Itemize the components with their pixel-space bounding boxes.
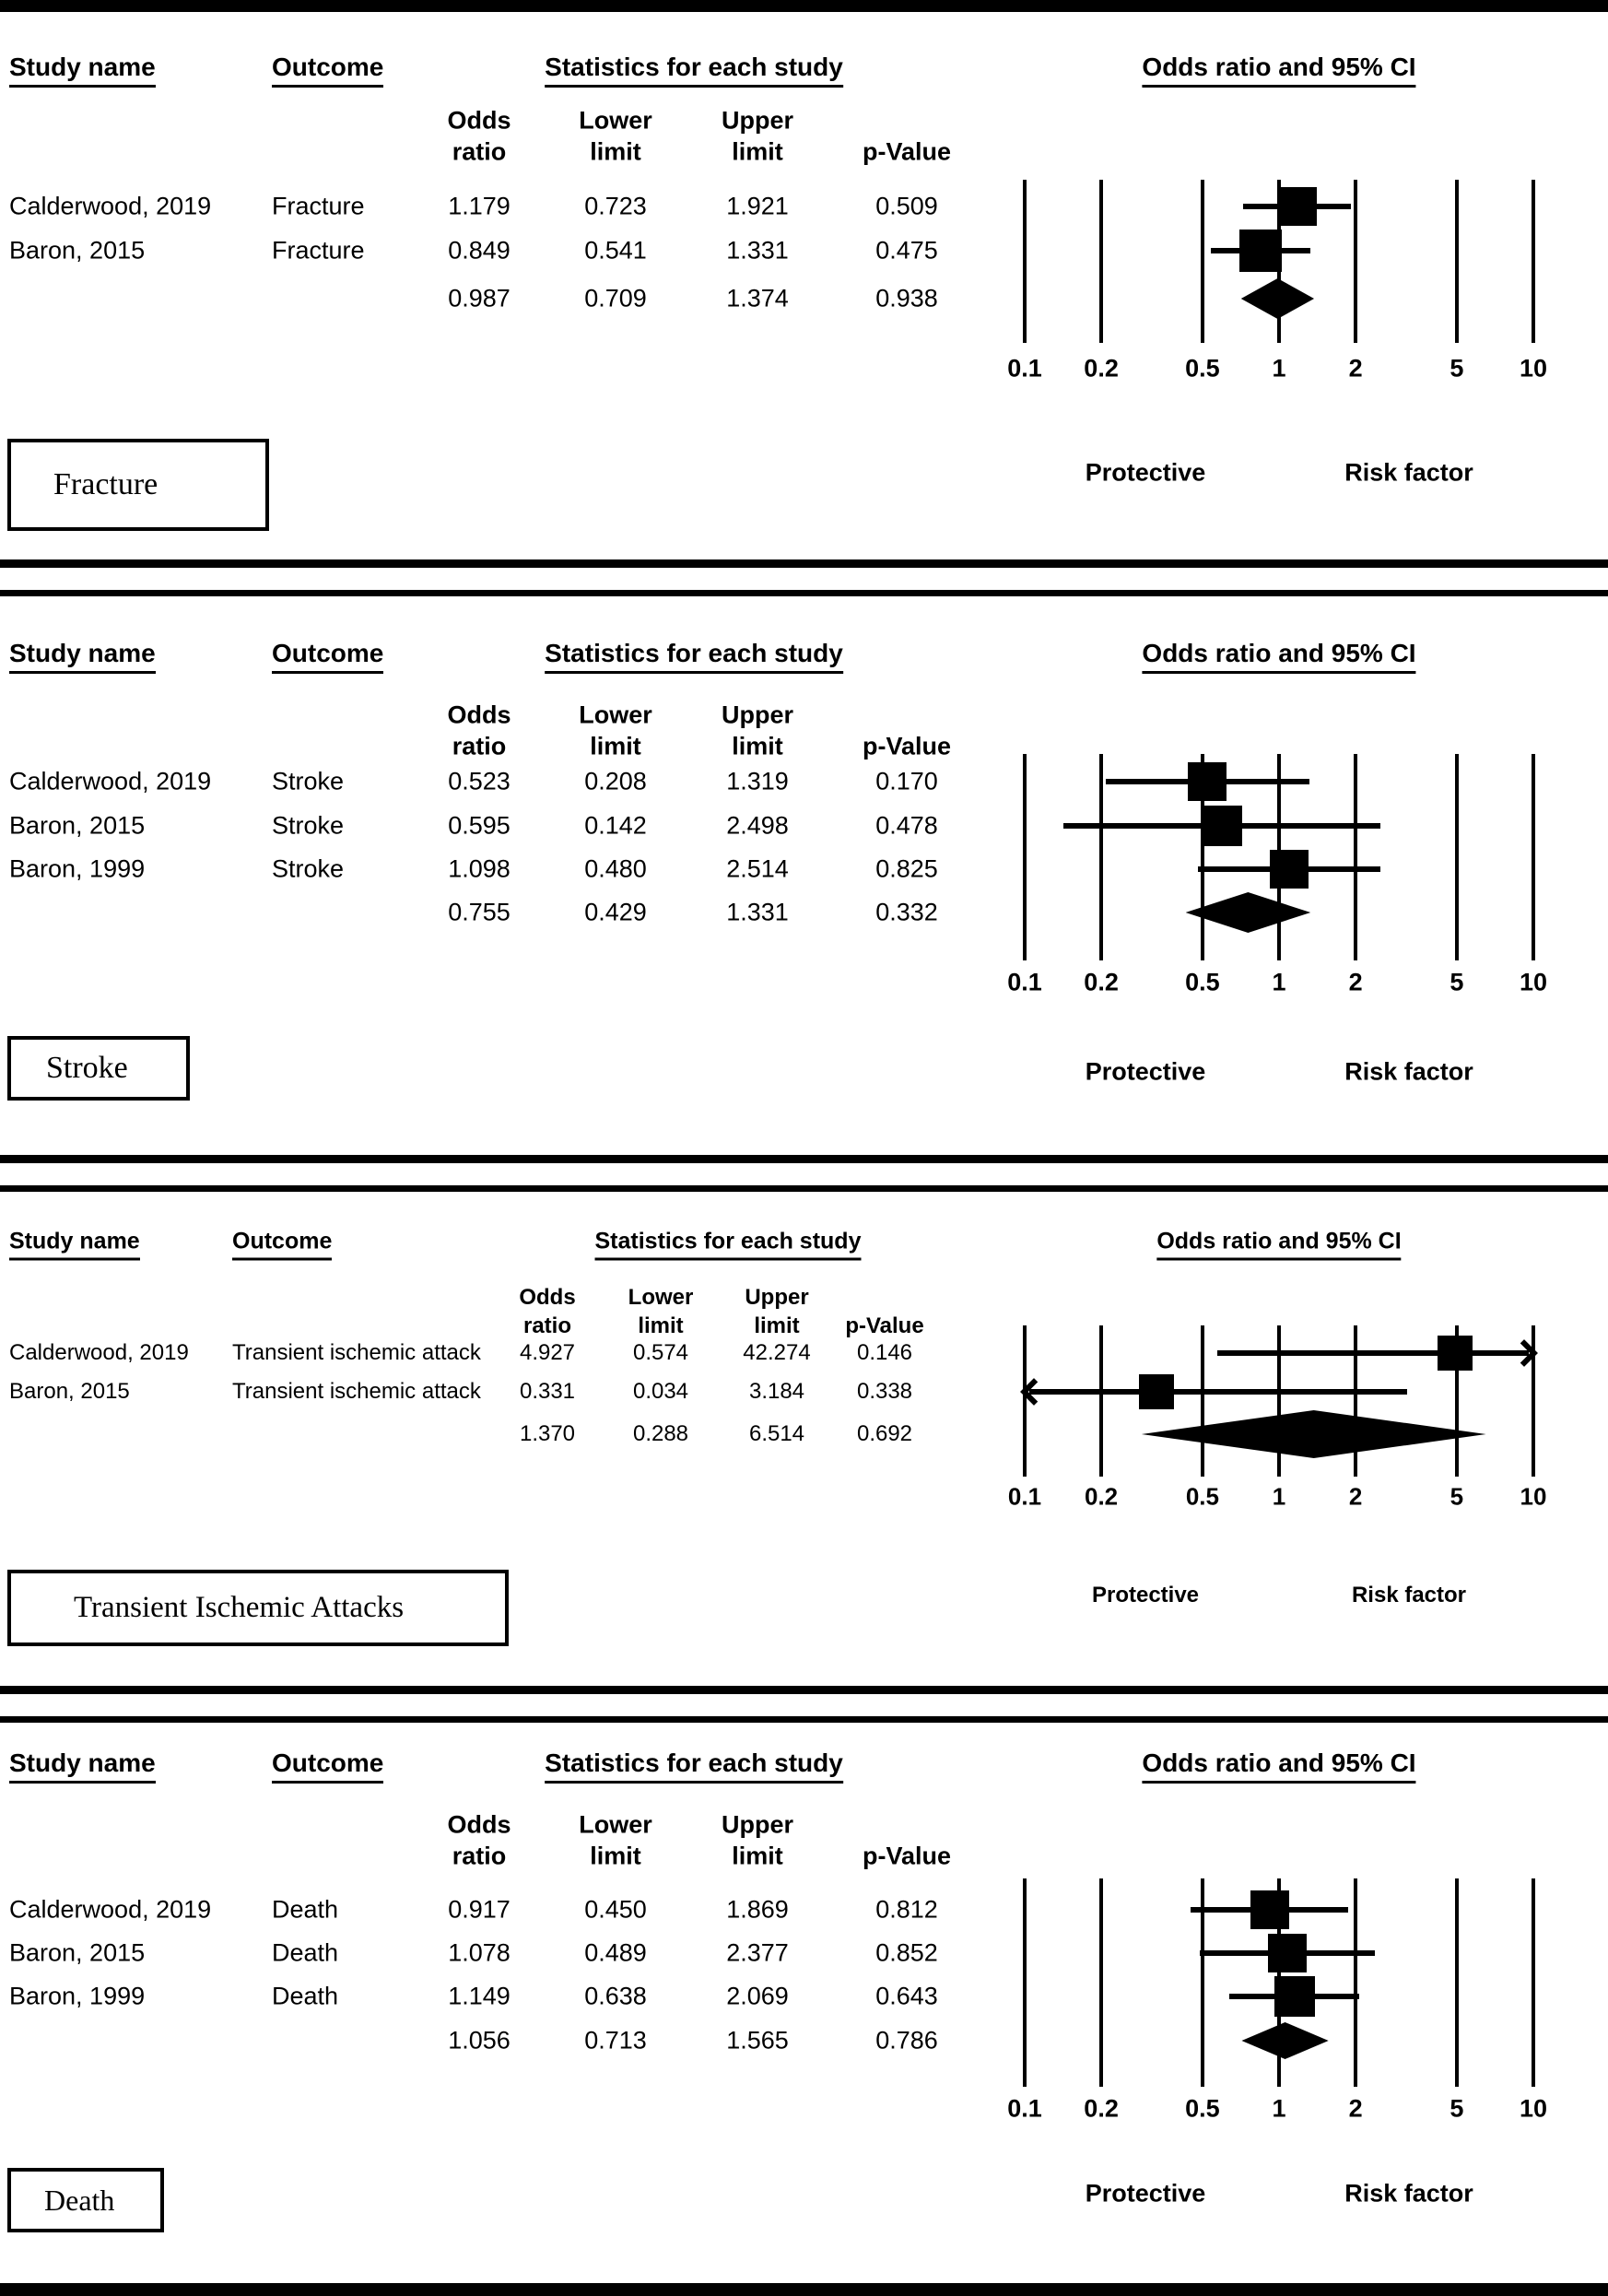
- column-subheader-upper-line2: limit: [754, 1313, 800, 1338]
- outcome-cell: Fracture: [272, 236, 365, 265]
- column-header-study: Study name: [9, 53, 156, 88]
- column-subheader-lower-line1: Lower: [579, 701, 652, 729]
- axis-tick-label: 5: [1450, 354, 1464, 383]
- plot-gridline-0.2: [1099, 180, 1103, 343]
- column-subheader-odds-line1: Odds: [447, 701, 511, 729]
- outcome-cell: Stroke: [272, 854, 345, 883]
- summary-p-value-cell: 0.786: [875, 2026, 938, 2055]
- axis-tick-label: 0.2: [1084, 968, 1119, 996]
- odds-ratio-square-marker: [1250, 1890, 1289, 1929]
- study-name-cell: Baron, 2015: [9, 1379, 130, 1404]
- p-value-cell: 0.338: [856, 1379, 913, 1404]
- summary-diamond-marker: [1241, 2022, 1328, 2059]
- outcome-cell: Transient ischemic attack: [232, 1340, 481, 1365]
- column-subheader-upper-line1: Upper: [721, 106, 794, 135]
- direction-label-risk-factor: Risk factor: [1344, 1057, 1473, 1086]
- column-header-statistics-group: Statistics for each study: [545, 1748, 843, 1784]
- column-subheader-upper-line1: Upper: [721, 1810, 794, 1839]
- lower-limit-cell: 0.450: [584, 1895, 647, 1924]
- direction-label-protective: Protective: [1085, 1057, 1206, 1086]
- odds-ratio-cell: 1.179: [448, 192, 511, 220]
- outcome-cell: Transient ischemic attack: [232, 1379, 481, 1404]
- column-subheader-pvalue: p-Value: [845, 1313, 924, 1338]
- summary-diamond-marker: [1241, 278, 1314, 319]
- odds-ratio-square-marker: [1202, 806, 1242, 846]
- lower-limit-cell: 0.574: [632, 1340, 689, 1365]
- p-value-cell: 0.475: [875, 236, 938, 265]
- odds-ratio-square-marker: [1139, 1374, 1174, 1409]
- bottom-rule: [0, 2283, 1608, 2296]
- column-header-outcome: Outcome: [232, 1229, 332, 1261]
- column-subheader-upper-line2: limit: [732, 137, 783, 166]
- summary-p-value-cell: 0.332: [875, 898, 938, 926]
- column-header-study: Study name: [9, 1748, 156, 1784]
- upper-limit-cell: 1.331: [726, 236, 789, 265]
- lower-limit-cell: 0.489: [584, 1938, 647, 1967]
- axis-tick-label: 5: [1450, 1482, 1464, 1511]
- odds-ratio-cell: 1.078: [448, 1938, 511, 1967]
- upper-limit-cell: 42.274: [743, 1340, 811, 1365]
- column-header-study: Study name: [9, 1229, 140, 1261]
- upper-limit-cell: 2.514: [726, 854, 789, 883]
- p-value-cell: 0.643: [875, 1982, 938, 2010]
- column-header-plot-group: Odds ratio and 95% CI: [1142, 1748, 1415, 1784]
- panel-title-label: Fracture: [53, 467, 158, 501]
- panel-title-label: Death: [44, 2183, 115, 2217]
- axis-tick-label: 1: [1272, 968, 1286, 996]
- study-name-cell: Calderwood, 2019: [9, 767, 212, 795]
- odds-ratio-square-marker: [1274, 1976, 1315, 2017]
- column-subheader-odds-line1: Odds: [519, 1285, 576, 1310]
- axis-tick-label: 2: [1348, 968, 1363, 996]
- upper-limit-cell: 3.184: [748, 1379, 805, 1404]
- lower-limit-cell: 0.142: [584, 811, 647, 840]
- direction-label-protective: Protective: [1091, 1583, 1200, 1607]
- column-subheader-lower-line2: limit: [590, 137, 641, 166]
- odds-ratio-square-marker: [1278, 187, 1317, 226]
- lower-limit-cell: 0.480: [584, 854, 647, 883]
- plot-gridline-2: [1354, 1878, 1357, 2087]
- plot-gridline-0.1: [1023, 1325, 1027, 1477]
- column-subheader-odds-line2: ratio: [452, 732, 507, 760]
- column-header-plot-group: Odds ratio and 95% CI: [1142, 53, 1415, 88]
- column-subheader-lower-line1: Lower: [579, 106, 652, 135]
- panel-title-label: Transient Ischemic Attacks: [74, 1591, 405, 1624]
- plot-gridline-0.5: [1201, 180, 1204, 343]
- axis-tick-label: 0.5: [1185, 2094, 1220, 2123]
- column-subheader-upper-line2: limit: [732, 1842, 783, 1870]
- study-name-cell: Calderwood, 2019: [9, 192, 212, 220]
- column-subheader-upper-line1: Upper: [721, 701, 794, 729]
- axis-tick-label: 1: [1272, 1482, 1286, 1511]
- column-header-study: Study name: [9, 639, 156, 674]
- column-subheader-lower-line2: limit: [590, 1842, 641, 1870]
- panel-title-box: [7, 2168, 164, 2232]
- lower-limit-cell: 0.034: [632, 1379, 689, 1404]
- axis-tick-label: 0.1: [1007, 968, 1042, 996]
- outcome-cell: Stroke: [272, 811, 345, 840]
- panel-title-box: [7, 439, 269, 531]
- study-name-cell: Baron, 1999: [9, 854, 146, 883]
- odds-ratio-cell: 0.917: [448, 1895, 511, 1924]
- study-name-cell: Baron, 2015: [9, 811, 146, 840]
- summary-odds-ratio-cell: 0.987: [448, 284, 511, 312]
- summary-lower-limit-cell: 0.288: [632, 1421, 689, 1446]
- column-header-outcome: Outcome: [272, 639, 383, 674]
- column-subheader-pvalue: p-Value: [862, 1842, 952, 1870]
- plot-gridline-1: [1277, 1325, 1281, 1477]
- axis-tick-label: 10: [1519, 2094, 1548, 2123]
- odds-ratio-cell: 0.595: [448, 811, 511, 840]
- odds-ratio-square-marker: [1239, 230, 1282, 272]
- panel-title-box: [7, 1036, 190, 1101]
- column-header-plot-group: Odds ratio and 95% CI: [1156, 1229, 1401, 1261]
- odds-ratio-cell: 0.849: [448, 236, 511, 265]
- divider-2-upper: [0, 1155, 1608, 1163]
- axis-tick-label: 0.5: [1185, 968, 1220, 996]
- confidence-interval-line: [1217, 1350, 1529, 1356]
- axis-tick-label: 0.2: [1084, 2094, 1119, 2123]
- summary-upper-limit-cell: 1.374: [726, 284, 789, 312]
- column-subheader-odds-line2: ratio: [452, 1842, 507, 1870]
- odds-ratio-square-marker: [1270, 850, 1309, 889]
- odds-ratio-square-marker: [1438, 1336, 1473, 1371]
- top-rule: [0, 0, 1608, 12]
- column-header-statistics-group: Statistics for each study: [545, 53, 843, 88]
- p-value-cell: 0.812: [875, 1895, 938, 1924]
- study-name-cell: Calderwood, 2019: [9, 1895, 212, 1924]
- summary-odds-ratio-cell: 1.056: [448, 2026, 511, 2055]
- axis-tick-label: 0.5: [1185, 1482, 1219, 1511]
- column-subheader-pvalue: p-Value: [862, 732, 952, 760]
- p-value-cell: 0.509: [875, 192, 938, 220]
- plot-gridline-5: [1455, 180, 1459, 343]
- column-subheader-lower-line2: limit: [590, 732, 641, 760]
- upper-limit-cell: 1.319: [726, 767, 789, 795]
- upper-limit-cell: 2.069: [726, 1982, 789, 2010]
- outcome-cell: Fracture: [272, 192, 365, 220]
- plot-gridline-5: [1455, 754, 1459, 960]
- summary-p-value-cell: 0.938: [875, 284, 938, 312]
- axis-tick-label: 2: [1348, 1482, 1363, 1511]
- column-subheader-odds-line1: Odds: [447, 1810, 511, 1839]
- plot-gridline-0.1: [1023, 754, 1027, 960]
- p-value-cell: 0.852: [875, 1938, 938, 1967]
- column-subheader-odds-line1: Odds: [447, 106, 511, 135]
- plot-gridline-2: [1354, 754, 1357, 960]
- study-name-cell: Calderwood, 2019: [9, 1340, 189, 1365]
- plot-gridline-10: [1532, 180, 1535, 343]
- upper-limit-cell: 1.921: [726, 192, 789, 220]
- plot-gridline-10: [1532, 754, 1535, 960]
- axis-tick-label: 0.2: [1085, 1482, 1119, 1511]
- column-subheader-odds-line2: ratio: [452, 137, 507, 166]
- odds-ratio-square-marker: [1188, 762, 1227, 801]
- column-header-outcome: Outcome: [272, 1748, 383, 1784]
- summary-lower-limit-cell: 0.709: [584, 284, 647, 312]
- odds-ratio-cell: 1.098: [448, 854, 511, 883]
- plot-gridline-0.1: [1023, 1878, 1027, 2087]
- plot-gridline-2: [1354, 1325, 1357, 1477]
- summary-lower-limit-cell: 0.429: [584, 898, 647, 926]
- divider-3-lower: [0, 1716, 1608, 1723]
- column-subheader-pvalue: p-Value: [862, 137, 952, 166]
- plot-gridline-0.2: [1099, 1325, 1103, 1477]
- axis-tick-label: 10: [1519, 968, 1548, 996]
- column-subheader-odds-line2: ratio: [522, 1313, 572, 1338]
- column-subheader-lower-line1: Lower: [628, 1285, 694, 1310]
- summary-lower-limit-cell: 0.713: [584, 2026, 647, 2055]
- axis-tick-label: 1: [1272, 354, 1286, 383]
- odds-ratio-cell: 0.331: [519, 1379, 576, 1404]
- p-value-cell: 0.170: [875, 767, 938, 795]
- panel-title-box: [7, 1570, 509, 1646]
- plot-gridline-2: [1354, 180, 1357, 343]
- axis-tick-label: 1: [1272, 2094, 1286, 2123]
- p-value-cell: 0.478: [875, 811, 938, 840]
- summary-odds-ratio-cell: 1.370: [519, 1421, 576, 1446]
- column-header-outcome: Outcome: [272, 53, 383, 88]
- column-header-statistics-group: Statistics for each study: [545, 639, 843, 674]
- lower-limit-cell: 0.541: [584, 236, 647, 265]
- divider-1-lower: [0, 590, 1608, 596]
- study-name-cell: Baron, 2015: [9, 236, 146, 265]
- odds-ratio-cell: 4.927: [519, 1340, 576, 1365]
- panel-title-label: Stroke: [46, 1051, 128, 1085]
- summary-diamond-marker: [1142, 1410, 1486, 1458]
- axis-tick-label: 10: [1520, 1482, 1547, 1511]
- plot-gridline-0.2: [1099, 754, 1103, 960]
- direction-label-protective: Protective: [1085, 458, 1206, 487]
- column-subheader-lower-line1: Lower: [579, 1810, 652, 1839]
- odds-ratio-cell: 1.149: [448, 1982, 511, 2010]
- upper-limit-cell: 2.498: [726, 811, 789, 840]
- study-name-cell: Baron, 2015: [9, 1938, 146, 1967]
- plot-gridline-0.1: [1023, 180, 1027, 343]
- axis-tick-label: 10: [1519, 354, 1548, 383]
- upper-limit-cell: 1.869: [726, 1895, 789, 1924]
- lower-limit-cell: 0.723: [584, 192, 647, 220]
- confidence-interval-line: [1029, 1389, 1407, 1395]
- axis-tick-label: 2: [1348, 2094, 1363, 2123]
- summary-upper-limit-cell: 1.331: [726, 898, 789, 926]
- summary-upper-limit-cell: 1.565: [726, 2026, 789, 2055]
- direction-label-risk-factor: Risk factor: [1344, 2179, 1473, 2208]
- axis-tick-label: 0.1: [1007, 2094, 1042, 2123]
- column-header-statistics-group: Statistics for each study: [595, 1229, 862, 1261]
- p-value-cell: 0.825: [875, 854, 938, 883]
- study-name-cell: Baron, 1999: [9, 1982, 146, 2010]
- plot-gridline-10: [1532, 1878, 1535, 2087]
- plot-gridline-0.5: [1201, 1325, 1204, 1477]
- direction-label-risk-factor: Risk factor: [1344, 458, 1473, 487]
- outcome-cell: Stroke: [272, 767, 345, 795]
- column-subheader-lower-line2: limit: [638, 1313, 684, 1338]
- odds-ratio-square-marker: [1268, 1934, 1307, 1972]
- axis-tick-label: 5: [1450, 2094, 1464, 2123]
- lower-limit-cell: 0.208: [584, 767, 647, 795]
- divider-3-upper: [0, 1686, 1608, 1694]
- outcome-cell: Death: [272, 1895, 339, 1924]
- axis-tick-label: 5: [1450, 968, 1464, 996]
- direction-label-protective: Protective: [1085, 2179, 1206, 2208]
- divider-1-upper: [0, 559, 1608, 568]
- column-subheader-upper-line2: limit: [732, 732, 783, 760]
- direction-label-risk-factor: Risk factor: [1351, 1583, 1467, 1607]
- odds-ratio-cell: 0.523: [448, 767, 511, 795]
- outcome-cell: Death: [272, 1982, 339, 2010]
- plot-gridline-5: [1455, 1878, 1459, 2087]
- axis-tick-label: 0.2: [1084, 354, 1119, 383]
- upper-limit-cell: 2.377: [726, 1938, 789, 1967]
- lower-limit-cell: 0.638: [584, 1982, 647, 2010]
- plot-gridline-0.2: [1099, 1878, 1103, 2087]
- summary-odds-ratio-cell: 0.755: [448, 898, 511, 926]
- axis-tick-label: 0.1: [1007, 1482, 1042, 1511]
- summary-p-value-cell: 0.692: [856, 1421, 913, 1446]
- axis-tick-label: 0.1: [1007, 354, 1042, 383]
- axis-tick-label: 0.5: [1185, 354, 1220, 383]
- p-value-cell: 0.146: [856, 1340, 913, 1365]
- column-header-plot-group: Odds ratio and 95% CI: [1142, 639, 1415, 674]
- summary-upper-limit-cell: 6.514: [748, 1421, 805, 1446]
- column-subheader-upper-line1: Upper: [745, 1285, 809, 1310]
- axis-tick-label: 2: [1348, 354, 1363, 383]
- outcome-cell: Death: [272, 1938, 339, 1967]
- divider-2-lower: [0, 1185, 1608, 1192]
